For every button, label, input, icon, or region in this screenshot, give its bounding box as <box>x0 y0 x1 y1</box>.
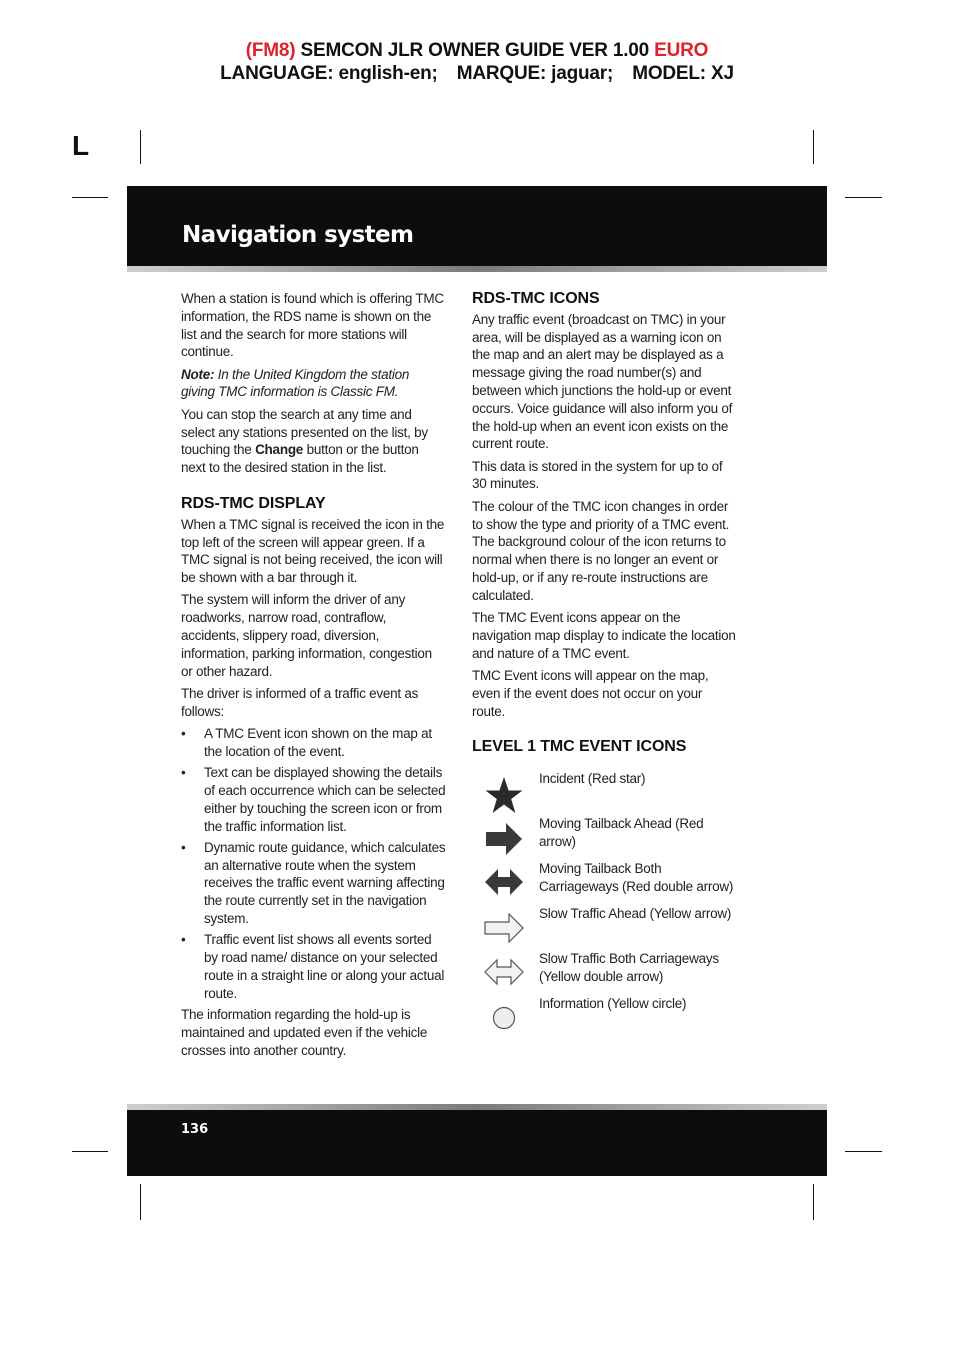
paragraph: When a TMC signal is received the icon in the top left of the screen will appear green. If a TMC signal is not being received, the icon will be shown with a bar through it. <box>181 516 445 586</box>
footer-band <box>127 1110 827 1176</box>
note-text: In the United Kingdom the station giving TMC information is Classic FM. <box>181 366 410 400</box>
outline-arrow-icon <box>482 905 526 949</box>
paragraph: The colour of the TMC icon changes in order to show the type and priority of a TMC event. The background colour of the icon returns to normal when there is no longer an event or hold-up, or if any re-route instructions are calculated. <box>472 498 730 603</box>
paragraph: Any traffic event (broadcast on TMC) in your area, will be displayed as a warning icon on the map and an alert may be displayed as a message giving the road number(s) and between which junctions the hold-up or event occurs. Voice guidance will also inform you of the hold-up when an event icon exists on the current route. <box>472 311 733 452</box>
doc-language: LANGUAGE: english-en; <box>220 63 438 84</box>
doc-marque: MARQUE: jaguar; <box>456 63 614 84</box>
crop-mark <box>140 130 141 164</box>
note-label: Note: <box>181 366 215 382</box>
doc-region: EURO <box>654 40 709 61</box>
section-heading: LEVEL 1 TMC EVENT ICONS <box>472 738 687 756</box>
icon-label: Slow Traffic Ahead (Yellow arrow) <box>539 906 732 921</box>
icon-label: Moving Tailback Ahead (Red arrow) <box>539 816 704 849</box>
section-heading: RDS-TMC ICONS <box>472 290 600 307</box>
right-arrow-icon <box>482 817 526 861</box>
crop-mark <box>813 130 814 164</box>
change-button-ref: Change <box>255 442 304 458</box>
list-item: • Text can be displayed showing the details of each occurrence which can be selected either by touching the screen icon or from the traffic information list. <box>181 764 446 835</box>
list-item: • Dynamic route guidance, which calculates an alternative route when the system receives the traffic event warning affecting the route currently set in the navigation system. <box>181 839 446 928</box>
crop-mark <box>72 197 108 198</box>
side-letter: L <box>72 130 90 161</box>
text: button or the button next to the desired station in the list. <box>181 442 419 476</box>
icon-label: Incident (Red star) <box>539 771 646 786</box>
crop-mark <box>140 1184 141 1220</box>
doc-title: SEMCON JLR OWNER GUIDE VER 1.00 <box>300 40 650 61</box>
double-arrow-icon <box>482 860 526 904</box>
doc-code-prefix: (FM8) <box>245 40 296 61</box>
outline-double-arrow-icon <box>482 950 526 994</box>
page-number: 136 <box>181 1122 209 1137</box>
paragraph: This data is stored in the system for up to of 30 minutes. <box>472 458 723 492</box>
doc-header-line-2 <box>0 63 954 85</box>
bullet-list <box>181 725 446 1002</box>
paragraph: The TMC Event icons appear on the navigation map display to indicate the location and nature of a TMC event. <box>472 610 736 661</box>
crop-mark <box>72 1151 108 1152</box>
paragraph: TMC Event icons will appear on the map, even if the event does not occur on your route. <box>472 667 709 719</box>
crop-mark <box>845 197 882 198</box>
list-item: • A TMC Event icon shown on the map at the location of the event. <box>181 725 446 761</box>
left-column <box>181 290 446 1064</box>
paragraph: When a station is found which is offering TMC information, the RDS name is shown on the list and the search for more stations will continue. <box>181 291 444 360</box>
paragraph: The system will inform the driver of any roadworks, narrow road, contraflow, accidents, slippery road, diversion, information, parking information, congestion or other hazard. <box>181 592 432 679</box>
title-band <box>127 186 827 266</box>
icon-label: Information (Yellow circle) <box>539 996 687 1011</box>
page-title: Navigation system <box>182 222 414 248</box>
section-heading: RDS-TMC DISPLAY <box>181 494 326 512</box>
icon-label: Moving Tailback Both Carriageways (Red double arrow) <box>539 861 734 894</box>
paragraph: The information regarding the hold-up is maintained and updated even if the vehicle crosses into another country. <box>181 1007 428 1059</box>
doc-header-line-1 <box>0 40 954 62</box>
note <box>181 366 446 402</box>
crop-mark <box>845 1151 882 1152</box>
list-item: • Traffic event list shows all events sorted by road name/ distance on your selected route in a straight line or along your actual route. <box>181 931 446 1002</box>
paragraph: The driver is informed of a traffic event as follows: <box>181 685 419 719</box>
doc-model: MODEL: XJ <box>632 63 734 84</box>
star-icon <box>482 774 526 818</box>
circle-icon <box>482 996 526 1040</box>
right-column <box>472 272 737 759</box>
crop-mark <box>813 1184 814 1220</box>
paragraph <box>181 406 446 477</box>
text: You can stop the search at any time and select any stations presented on the list, by touching the <box>181 406 428 458</box>
icon-label: Slow Traffic Both Carriageways (Yellow double arrow) <box>539 951 719 984</box>
